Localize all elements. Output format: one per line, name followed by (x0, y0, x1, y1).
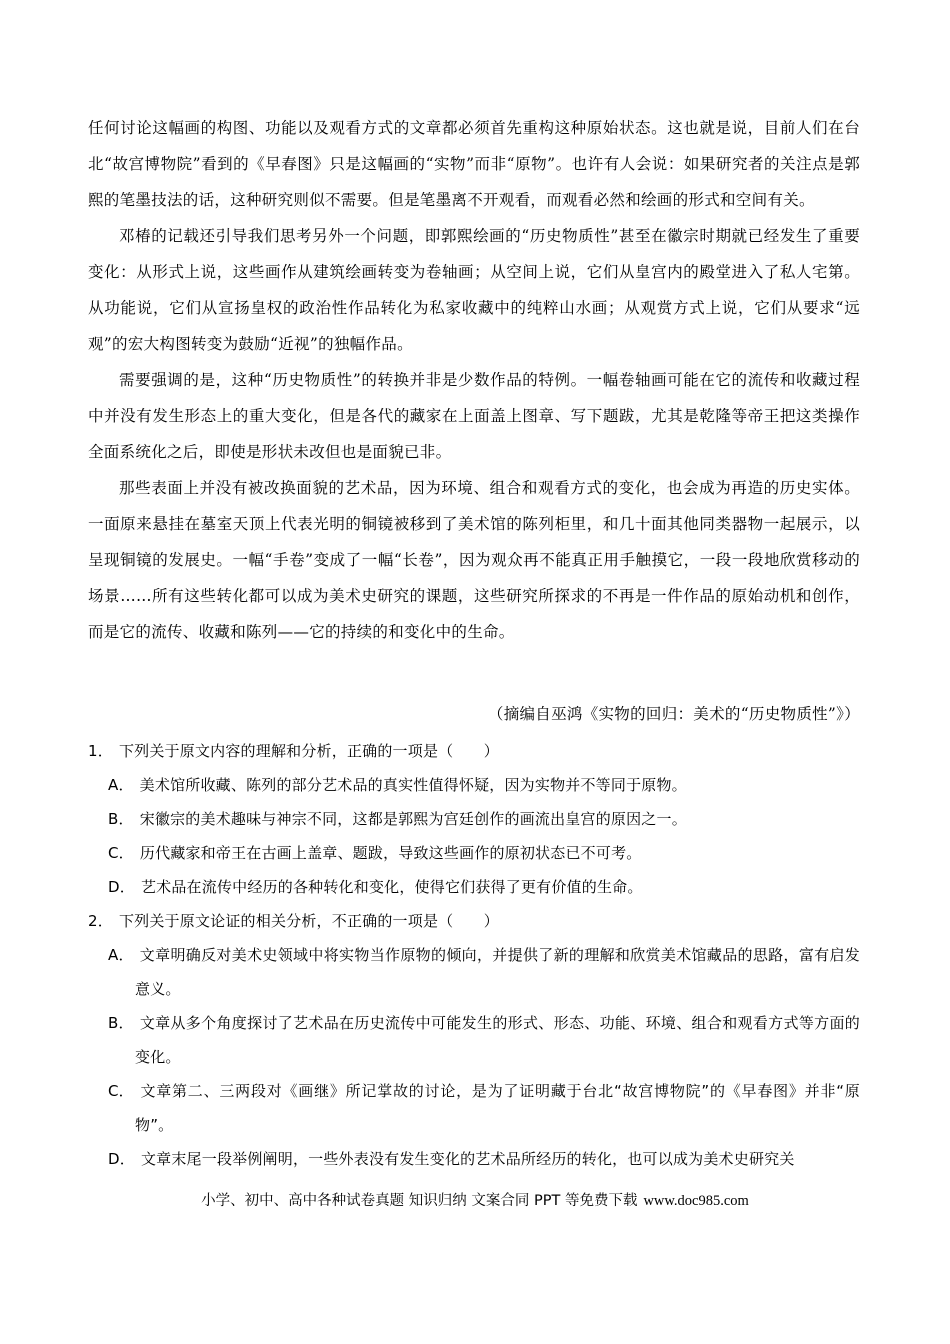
option-b (88, 802, 860, 836)
option-d (88, 870, 860, 904)
option-text: 文章从多个角度探讨了艺术品在历史流传中可能发生的形式、形态、功能、环境、组合和观看方式等方面的变化。 (135, 1014, 860, 1066)
option-text: 文章末尾一段举例阐明，一些外表没有发生变化的艺术品所经历的转化，也可以成为美术史研究关 (140, 1150, 795, 1168)
option-letter: D． (108, 1150, 135, 1168)
page-footer (0, 1189, 950, 1213)
passage-paragraph-4: 那些表面上并没有被改换面貌的艺术品，因为环境、组合和观看方式的变化，也会成为再造的历史实体。一面原来悬挂在墓室天顶上代表光明的铜镜被移到了美术馆的陈列柜里，和几十面其他同类器物一起展示，以呈现铜镜的发展史。一幅“手卷”变成了一幅“长卷”，因为观众再不能真正用手触摸它，一段一段地欣赏移动的场景……所有这些转化都可以成为美术史研究的课题，这些研究所探求的不再是一件作品的原始动机和创作，而是它的流传、收藏和陈列——它的持续的和变化中的生命。 (88, 479, 860, 641)
option-text: 宋徽宗的美术趣味与神宗不同，这都是郭熙为宫廷创作的画流出皇宫的原因之一。 (139, 810, 687, 828)
option-c (88, 836, 860, 870)
option-b (88, 1006, 860, 1074)
question-2 (88, 904, 860, 1176)
question-number: 1． (88, 742, 113, 760)
option-text: 文章明确反对美术史领域中将实物当作原物的倾向，并提供了新的理解和欣赏美术馆藏品的思路，富有启发意义。 (135, 946, 860, 998)
option-text: 历代藏家和帝王在古画上盖章、题跋，导致这些画作的原初状态已不可考。 (139, 844, 642, 862)
option-letter: B． (108, 1014, 134, 1032)
option-d (88, 1142, 860, 1176)
question-stem (88, 734, 860, 768)
option-letter: A． (108, 776, 134, 794)
option-text: 文章第二、三两段对《画继》所记掌故的讨论，是为了证明藏于台北“故宫博物院”的《早春图》并非“原物”。 (135, 1082, 860, 1134)
option-a (88, 938, 860, 1006)
option-text: 艺术品在流传中经历的各种转化和变化，使得它们获得了更有价值的生命。 (140, 878, 643, 896)
reading-passage (88, 110, 860, 650)
passage-source-citation: （摘编自巫鸿《实物的回归：美术的“历史物质性”》） (487, 705, 860, 723)
footer-website: www.doc985.com (643, 1193, 749, 1209)
option-letter: C． (108, 844, 134, 862)
question-text: 下列关于原文内容的理解和分析，正确的一项是（ ） (118, 742, 499, 760)
option-letter: D． (108, 878, 135, 896)
option-text: 美术馆所收藏、陈列的部分艺术品的真实性值得怀疑，因为实物并不等同于原物。 (139, 776, 687, 794)
passage-paragraph-1: 任何讨论这幅画的构图、功能以及观看方式的文章都必须首先重构这种原始状态。这也就是说，目前人们在台北“故宫博物院”看到的《早春图》只是这幅画的“实物”而非“原物”。也许有人会说：如果研究者的关注点是郭熙的笔墨技法的话，这种研究则似不需要。但是笔墨离不开观看，而观看必然和绘画的形式和空间有关。 (88, 119, 860, 209)
option-letter: C． (108, 1082, 134, 1100)
passage-paragraph-2: 邓椿的记载还引导我们思考另外一个问题，即郭熙绘画的“历史物质性”甚至在徽宗时期就已经发生了重要变化：从形式上说，这些画作从建筑绘画转变为卷轴画；从空间上说，它们从皇宫内的殿堂进入了私人宅第。从功能说，它们从宣扬皇权的政治性作品转化为私家收藏中的纯粹山水画；从观赏方式上说，它们从要求“远观”的宏大构图转变为鼓励“近视”的独幅作品。 (88, 227, 860, 353)
footer-text: 小学、初中、高中各种试卷真题 知识归纳 文案合同 PPT 等免费下载 (201, 1193, 638, 1209)
question-text: 下列关于原文论证的相关分析，不正确的一项是（ ） (118, 912, 499, 930)
option-c (88, 1074, 860, 1142)
question-list (88, 734, 860, 1176)
question-number: 2． (88, 912, 113, 930)
question-stem (88, 904, 860, 938)
question-1 (88, 734, 860, 904)
option-letter: A． (108, 946, 134, 964)
option-a (88, 768, 860, 802)
option-letter: B． (108, 810, 134, 828)
passage-paragraph-3: 需要强调的是，这种“历史物质性”的转换并非是少数作品的特例。一幅卷轴画可能在它的流传和收藏过程中并没有发生形态上的重大变化，但是各代的藏家在上面盖上图章、写下题跋，尤其是乾隆等帝王把这类操作全面系统化之后，即使是形状未改但也是面貌已非。 (88, 371, 860, 461)
